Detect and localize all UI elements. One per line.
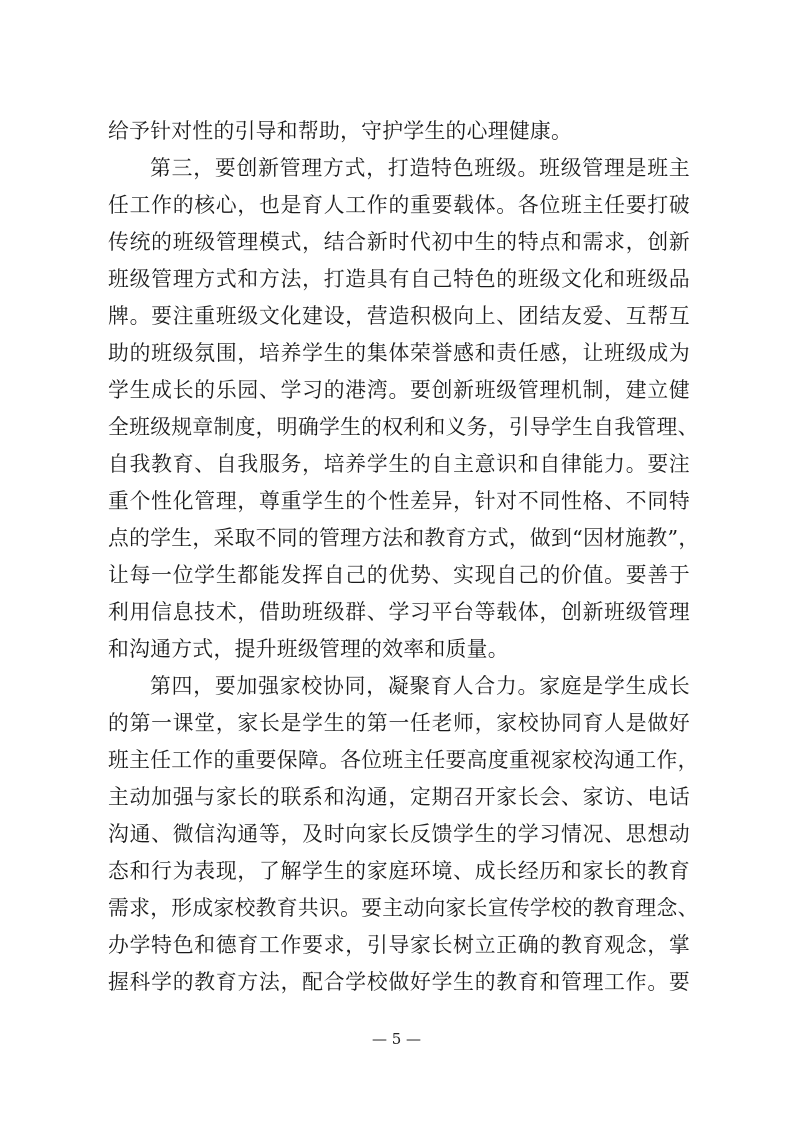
text-line: 沟通、微信沟通等，及时向家长反馈学生的学习情况、思想动 bbox=[108, 822, 690, 846]
text-line: 利用信息技术，借助班级群、学习平台等载体，创新班级管理 bbox=[108, 600, 690, 624]
text-line: 自我教育、自我服务，培养学生的自主意识和自律能力。要注 bbox=[108, 452, 690, 476]
body-text bbox=[108, 113, 700, 1001]
text-line: 和沟通方式，提升班级管理的效率和质量。 bbox=[108, 637, 509, 661]
text-line: 助的班级氛围，培养学生的集体荣誉感和责任感，让班级成为 bbox=[108, 341, 690, 365]
text-line: 办学特色和德育工作要求，引导家长树立正确的教育观念，掌 bbox=[108, 933, 690, 957]
text-line: 点的学生，采取不同的管理方法和教育方式，做到“因材施教”， bbox=[108, 526, 700, 550]
text-line: 主动加强与家长的联系和沟通，定期召开家长会、家访、电话 bbox=[108, 785, 690, 809]
text-line: 全班级规章制度，明确学生的权利和义务，引导学生自我管理、 bbox=[108, 415, 699, 439]
text-line: 重个性化管理，尊重学生的个性差异，针对不同性格、不同特 bbox=[108, 489, 690, 513]
text-line: 学生成长的乐园、学习的港湾。要创新班级管理机制，建立健 bbox=[108, 378, 690, 402]
text-line: 态和行为表现，了解学生的家庭环境、成长经历和家长的教育 bbox=[108, 859, 690, 883]
text-line: 的第一课堂，家长是学生的第一任老师，家校协同育人是做好 bbox=[108, 711, 690, 735]
text-line: 传统的班级管理模式，结合新时代初中生的特点和需求，创新 bbox=[108, 230, 690, 254]
text-line: 第四，要加强家校协同，凝聚育人合力。家庭是学生成长 bbox=[150, 674, 690, 698]
text-line: 第三，要创新管理方式，打造特色班级。班级管理是班主 bbox=[150, 156, 690, 180]
text-line: 牌。要注重班级文化建设，营造积极向上、团结友爱、互帮互 bbox=[108, 304, 690, 328]
text-line: 握科学的教育方法，配合学校做好学生的教育和管理工作。要 bbox=[108, 970, 690, 994]
text-line: 需求，形成家校教育共识。要主动向家长宣传学校的教育理念、 bbox=[108, 896, 699, 920]
text-line: 班级管理方式和方法，打造具有自己特色的班级文化和班级品 bbox=[108, 267, 690, 291]
text-line: 班主任工作的重要保障。各位班主任要高度重视家校沟通工作， bbox=[108, 748, 699, 772]
text-line: 给予针对性的引导和帮助，守护学生的心理健康。 bbox=[108, 119, 573, 143]
text-line: 让每一位学生都能发挥自己的优势、实现自己的价值。要善于 bbox=[108, 563, 690, 587]
text-line: 任工作的核心，也是育人工作的重要载体。各位班主任要打破 bbox=[108, 193, 690, 217]
page-number: — 5 — bbox=[371, 1030, 422, 1048]
